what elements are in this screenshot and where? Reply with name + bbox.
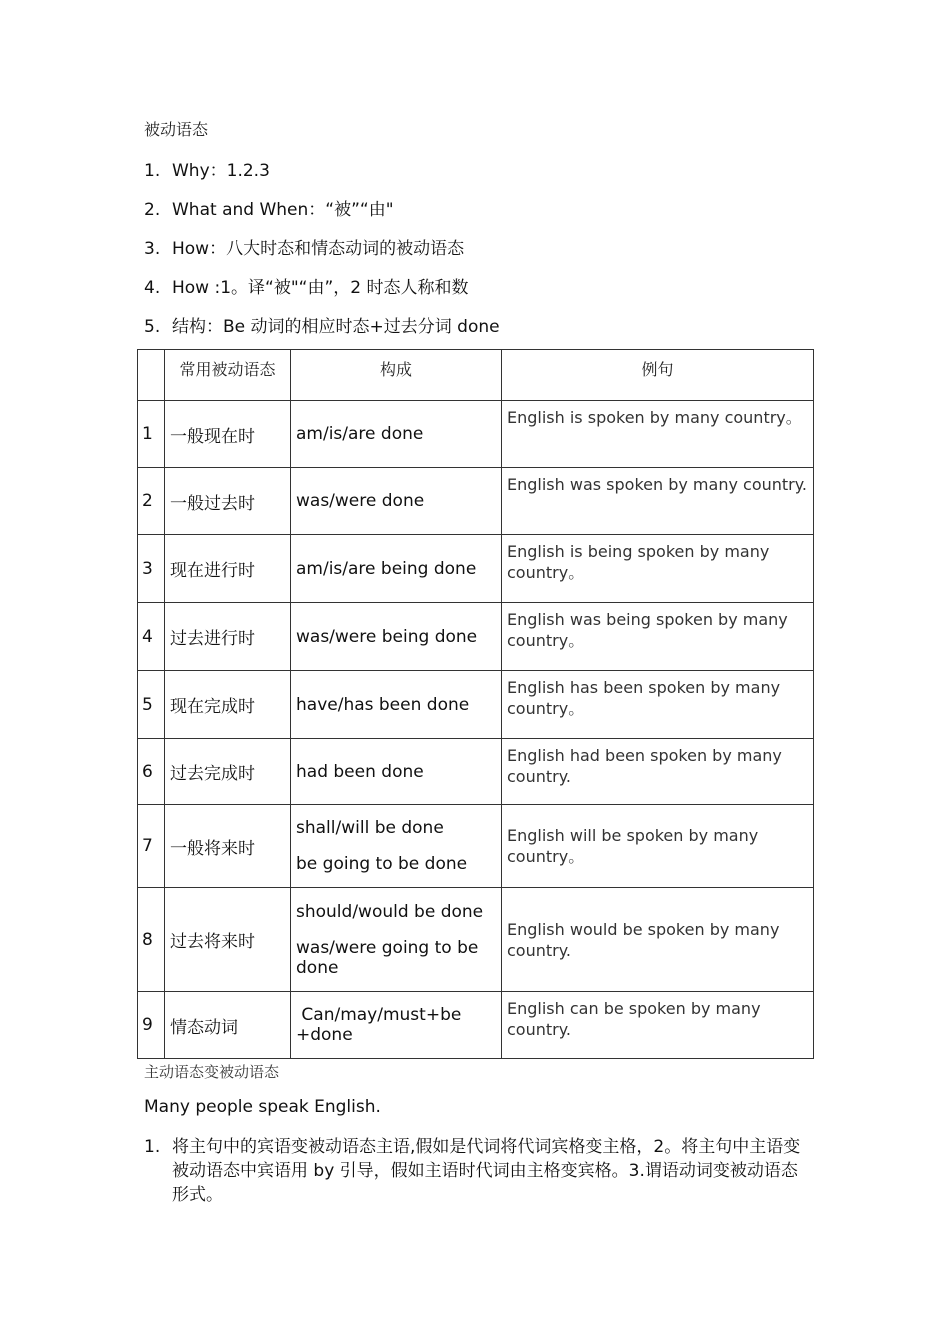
list-text: What and When：“被”“由" bbox=[172, 200, 394, 220]
intro-list-item bbox=[144, 195, 394, 220]
list-text: 将主句中的宾语变被动语态主语,假如是代词将代词宾格变主格，2。将主句中主语变被动语态中宾语用 by 引导，假如主语时代词由主格变宾格。3.谓语动词变被动语态形式。 bbox=[172, 1137, 801, 1205]
table-row bbox=[138, 401, 814, 468]
form-text: should/would be done bbox=[296, 901, 484, 922]
list-text: How：八大时态和情态动词的被动语态 bbox=[172, 239, 465, 259]
form-cell bbox=[291, 805, 502, 888]
intro-list-item bbox=[144, 234, 464, 259]
row-index: 7 bbox=[138, 805, 165, 888]
tense-cell: 一般过去时 bbox=[165, 468, 291, 535]
form-cell bbox=[291, 468, 502, 535]
row-index: 9 bbox=[138, 992, 165, 1059]
tense-cell: 过去完成时 bbox=[165, 739, 291, 805]
table-header-row bbox=[138, 350, 814, 401]
table-row bbox=[138, 805, 814, 888]
row-index: 5 bbox=[138, 671, 165, 739]
tense-cell: 过去将来时 bbox=[165, 888, 291, 992]
form-cell bbox=[291, 671, 502, 739]
form-cell bbox=[291, 603, 502, 671]
list-text: Why：1.2.3 bbox=[172, 161, 270, 181]
form-text: shall/will be done bbox=[296, 818, 444, 838]
list-text: How :1。译“被"“由”，2 时态人称和数 bbox=[172, 278, 469, 298]
row-index: 3 bbox=[138, 535, 165, 603]
example-cell: English is being spoken by many country。 bbox=[502, 535, 814, 603]
form-cell bbox=[291, 739, 502, 805]
passive-voice-table bbox=[137, 349, 814, 1059]
form-text: am/is/are being done bbox=[296, 558, 477, 579]
tense-cell: 过去进行时 bbox=[165, 603, 291, 671]
column-header-index bbox=[138, 350, 165, 401]
example-cell: English was being spoken by many country。 bbox=[502, 603, 814, 671]
form-cell bbox=[291, 535, 502, 603]
row-index: 8 bbox=[138, 888, 165, 992]
row-index: 1 bbox=[138, 401, 165, 468]
example-cell: English was spoken by many country. bbox=[502, 468, 814, 535]
tense-cell: 现在进行时 bbox=[165, 535, 291, 603]
tense-cell: 情态动词 bbox=[165, 992, 291, 1059]
list-number: 3. bbox=[144, 239, 161, 259]
tense-cell: 一般将来时 bbox=[165, 805, 291, 888]
form-text: have/has been done bbox=[296, 694, 470, 715]
example-cell: English is spoken by many country。 bbox=[502, 401, 814, 468]
form-text: Can/may/must+be +done bbox=[296, 1005, 467, 1045]
tense-cell: 现在完成时 bbox=[165, 671, 291, 739]
list-text: 结构：Be 动词的相应时态+过去分词 done bbox=[172, 317, 500, 337]
list-number: 4. bbox=[144, 278, 161, 298]
form-cell bbox=[291, 401, 502, 468]
example-cell: English can be spoken by many country. bbox=[502, 992, 814, 1059]
tense-cell: 一般现在时 bbox=[165, 401, 291, 468]
table-row bbox=[138, 535, 814, 603]
form-text: am/is/are done bbox=[296, 424, 424, 444]
table-row bbox=[138, 603, 814, 671]
table-row bbox=[138, 468, 814, 535]
example-cell: English has been spoken by many country。 bbox=[502, 671, 814, 739]
table-row bbox=[138, 739, 814, 805]
list-number: 2. bbox=[144, 200, 161, 220]
intro-list-item bbox=[144, 312, 500, 337]
row-index: 6 bbox=[138, 739, 165, 805]
example-cell: English had been spoken by many country. bbox=[502, 739, 814, 805]
form-cell bbox=[291, 888, 502, 992]
rule-list-item bbox=[144, 1135, 809, 1207]
list-number: 1. bbox=[144, 1137, 161, 1157]
row-index: 4 bbox=[138, 603, 165, 671]
intro-list-item bbox=[144, 156, 270, 181]
row-index: 2 bbox=[138, 468, 165, 535]
column-header-tense: 常用被动语态 bbox=[165, 350, 291, 401]
column-header-form: 构成 bbox=[291, 350, 502, 401]
form-text: was/were done bbox=[296, 491, 425, 511]
form-cell bbox=[291, 992, 502, 1059]
form-text: be going to be done bbox=[296, 854, 468, 874]
page-title: 被动语态 bbox=[144, 120, 209, 139]
table-row bbox=[138, 888, 814, 992]
table-row bbox=[138, 992, 814, 1059]
form-text: was/were going to be done bbox=[296, 937, 479, 978]
table-row bbox=[138, 671, 814, 739]
form-text: was/were being done bbox=[296, 626, 478, 647]
form-text: had been done bbox=[296, 761, 424, 782]
example-cell: English will be spoken by many country。 bbox=[502, 805, 814, 888]
intro-list-item bbox=[144, 273, 469, 298]
list-number: 1. bbox=[144, 161, 161, 181]
column-header-example: 例句 bbox=[502, 350, 814, 401]
list-number: 5. bbox=[144, 317, 161, 337]
example-sentence: Many people speak English. bbox=[144, 1097, 381, 1117]
example-cell: English would be spoken by many country. bbox=[502, 888, 814, 992]
section-heading: 主动语态变被动语态 bbox=[144, 1063, 280, 1081]
